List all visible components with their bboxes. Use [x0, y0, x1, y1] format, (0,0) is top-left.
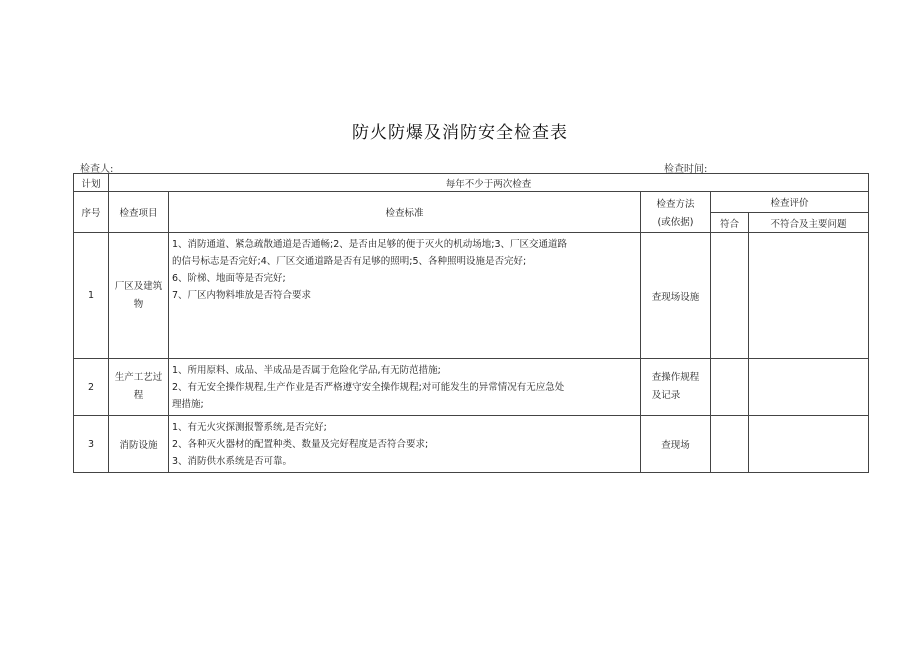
standard-line: 1、有无火灾探测报警系统,是否完好; — [172, 422, 327, 433]
header-evaluation: 检查评价 — [711, 192, 869, 213]
row-item — [109, 416, 169, 473]
standard-line: 的信号标志是否完好;4、厂区交通道路是否有足够的照明;5、各种照明设施是否完好; — [172, 256, 527, 267]
row-item-line1: 厂区及建筑 — [114, 280, 163, 292]
plan-label: 计划 — [74, 174, 109, 192]
standard-line: 1、所用原料、成品、半成品是否属于危险化学品,有无防范措施; — [172, 365, 441, 376]
row-item — [109, 359, 169, 416]
header-method-line1: 检查方法 — [656, 199, 695, 210]
standard-line: 1、消防通道、紧急疏散通道是否通畅;2、是否由足够的便于灭火的机动场地;3、厂区交通道路 — [172, 239, 568, 250]
standard-line: 3、消防供水系统是否可靠。 — [172, 456, 293, 467]
header-method-line2: (或依据) — [657, 217, 694, 228]
header-standard: 检查标准 — [169, 192, 641, 233]
standard-line: 理措施; — [172, 399, 204, 410]
row-nonconform-cell — [749, 416, 869, 473]
row-method-line1: 查现场 — [661, 440, 690, 451]
row-method — [641, 359, 711, 416]
header-row — [74, 192, 869, 213]
row-standard — [169, 416, 641, 473]
row-seq: 1 — [74, 233, 109, 359]
row-method — [641, 233, 711, 359]
row-standard — [169, 233, 641, 359]
header-seq: 序号 — [74, 192, 109, 233]
table-row — [74, 233, 869, 359]
row-conform-cell — [711, 359, 749, 416]
table-row — [74, 416, 869, 473]
row-conform-cell — [711, 233, 749, 359]
row-item-line1: 生产工艺过 — [114, 372, 163, 383]
header-item: 检查项目 — [109, 192, 169, 233]
standard-line: 7、厂区内物料堆放是否符合要求 — [172, 290, 312, 301]
row-seq: 2 — [74, 359, 109, 416]
inspector-label: 检查人: — [80, 164, 114, 175]
plan-value: 每年不少于两次检查 — [109, 174, 869, 192]
inspection-time-label: 检查时间: — [664, 164, 708, 175]
row-item-line2: 物 — [133, 298, 144, 310]
row-method — [641, 416, 711, 473]
row-method-line1: 查现场设施 — [651, 291, 700, 303]
row-nonconform-cell — [749, 233, 869, 359]
page-title: 防火防爆及消防安全检查表 — [352, 123, 568, 143]
table-row — [74, 359, 869, 416]
row-item-line1: 消防设施 — [119, 440, 158, 451]
standard-line: 2、各种灭火器材的配置种类、数量及完好程度是否符合要求; — [172, 439, 429, 450]
row-standard — [169, 359, 641, 416]
header-nonconform: 不符合及主要问题 — [749, 213, 869, 233]
checklist-table — [73, 173, 869, 473]
row-method-line1: 查操作规程 — [651, 372, 700, 383]
row-seq: 3 — [74, 416, 109, 473]
row-method-line2: 及记录 — [651, 390, 681, 401]
row-item — [109, 233, 169, 359]
standard-line: 2、有无安全操作规程,生产作业是否严格遵守安全操作规程;对可能发生的异常情况有无应急处 — [172, 382, 565, 393]
standard-line: 6、阶梯、地面等是否完好; — [172, 273, 286, 284]
row-nonconform-cell — [749, 359, 869, 416]
header-conform: 符合 — [711, 213, 749, 233]
header-method — [641, 192, 711, 233]
plan-row — [74, 174, 869, 192]
row-conform-cell — [711, 416, 749, 473]
row-item-line2: 程 — [133, 390, 144, 401]
